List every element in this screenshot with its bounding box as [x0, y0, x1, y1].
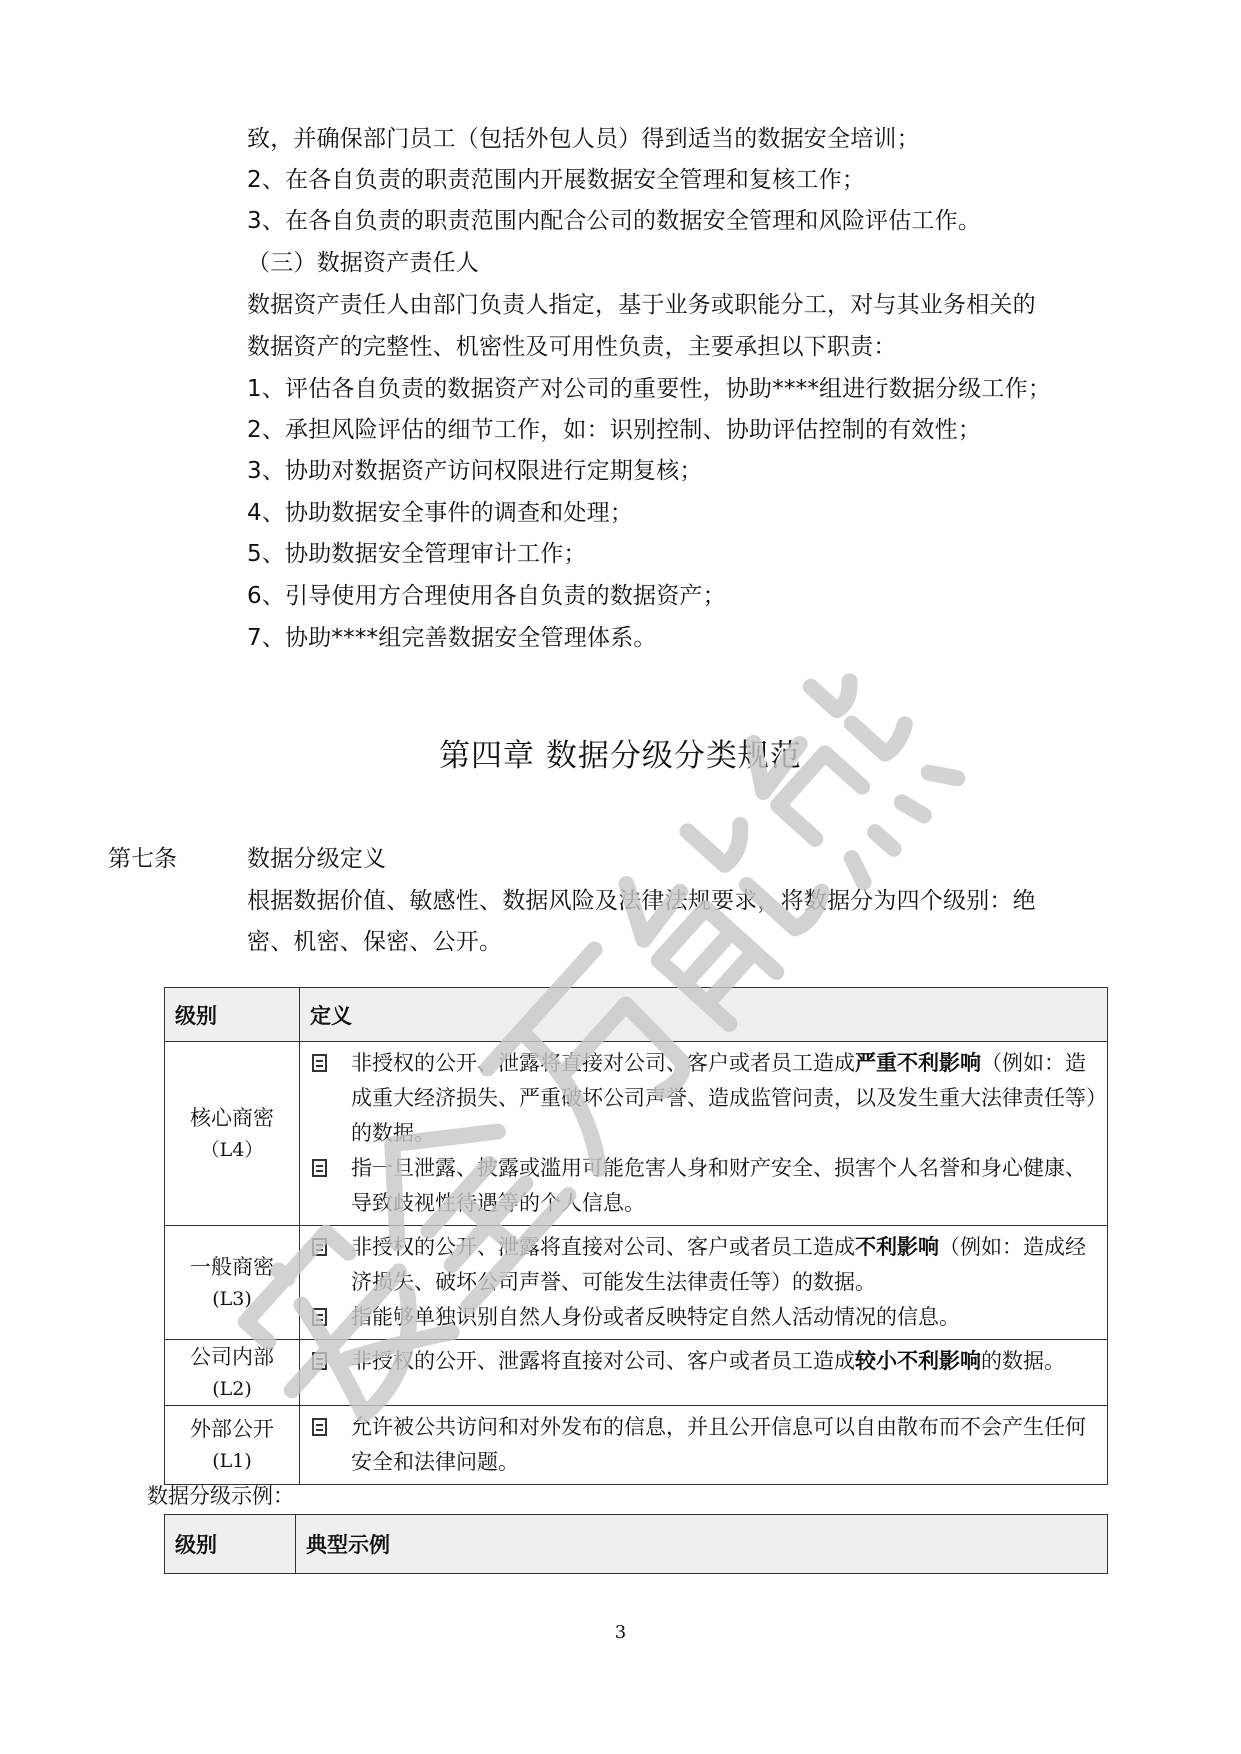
page-number: 3 [614, 1622, 627, 1643]
level-cell [165, 1226, 300, 1340]
paragraph-line: 数据资产的完整性、机密性及可用性负责，主要承担以下职责： [247, 334, 897, 360]
definition-cell [300, 1406, 1108, 1485]
table-row [165, 1226, 1108, 1340]
bullet-emphasis: 较小不利影响 [855, 1349, 981, 1373]
definition-bullet [308, 1300, 1097, 1335]
bullet-text [351, 1410, 1097, 1480]
header-label: 定义 [310, 1003, 352, 1028]
header-label: 级别 [175, 1533, 217, 1557]
paragraph-line: 2、在各自负责的职责范围内开展数据安全管理和复核工作； [247, 167, 866, 193]
table-row [165, 1406, 1108, 1485]
level-name: 一般商密 [190, 1254, 274, 1279]
level-code: (L3) [212, 1287, 252, 1310]
header-cell [296, 1515, 1108, 1574]
article-body-line: 密、机密、保密、公开。 [247, 929, 503, 955]
list-item: 6、引导使用方合理使用各自负责的数据资产； [247, 583, 726, 609]
bullet-icon [312, 1238, 327, 1256]
level-code: (L2) [212, 1377, 252, 1400]
level-name: 核心商密 [190, 1105, 274, 1130]
bullet-icon [312, 1352, 327, 1370]
bullet-emphasis: 严重不利影响 [855, 1051, 981, 1075]
article-body-line: 根据数据价值、敏感性、数据风险及法律法规要求，将数据分为四个级别：绝 [247, 888, 1036, 914]
definition-cell [300, 1340, 1108, 1406]
level-name: 公司内部 [190, 1344, 274, 1369]
definition-table [164, 987, 1108, 1485]
bullet-icon [312, 1308, 327, 1326]
bullet-text-part: （例如：造成重大经济损失、严重破坏公司声誉、造成监管问责，以及发生重大法律责任等）的数据。 [351, 1051, 1097, 1145]
list-item: 5、协助数据安全管理审计工作； [247, 541, 587, 567]
bullet-emphasis: 不利影响 [855, 1235, 939, 1259]
level-cell [165, 1406, 300, 1485]
chapter-title: 第四章 数据分级分类规范 [439, 738, 802, 774]
bullet-text-part: 的数据。 [981, 1349, 1065, 1373]
example-label: 数据分级示例： [147, 1484, 294, 1508]
bullet-icon [312, 1054, 327, 1072]
bullet-text-part: 指能够单独识别自然人身份或者反映特定自然人活动情况的信息。 [351, 1305, 960, 1329]
bullet-icon [312, 1418, 327, 1436]
level-code: （L4） [200, 1138, 264, 1161]
definition-bullet [308, 1410, 1097, 1480]
bullet-text [351, 1300, 1097, 1335]
header-label: 级别 [175, 1003, 217, 1028]
definition-bullet [308, 1046, 1097, 1151]
table-header-row [165, 1515, 1108, 1574]
paragraph-line: 致，并确保部门员工（包括外包人员）得到适当的数据安全培训； [247, 126, 920, 152]
example-table [164, 1514, 1108, 1574]
table-header-row [165, 988, 1108, 1042]
definition-cell [300, 1042, 1108, 1226]
table-row [165, 1340, 1108, 1406]
article-title: 数据分级定义 [247, 846, 387, 872]
definition-bullet [308, 1230, 1097, 1300]
list-item: 7、协助****组完善数据安全管理体系。 [247, 625, 657, 651]
bullet-text-part: 非授权的公开、泄露将直接对公司、客户或者员工造成 [351, 1051, 855, 1075]
list-item: 4、协助数据安全事件的调查和处理； [247, 500, 634, 526]
bullet-text-part: 允许被公共访问和对外发布的信息，并且公开信息可以自由散布而不会产生任何安全和法律问题。 [351, 1415, 1086, 1474]
header-cell [300, 988, 1108, 1042]
list-item: 3、协助对数据资产访问权限进行定期复核； [247, 458, 703, 484]
definition-bullet [308, 1344, 1097, 1379]
definition-bullet [308, 1151, 1097, 1221]
list-item: 1、评估各自负责的数据资产对公司的重要性，协助****组进行数据分级工作； [247, 376, 1052, 402]
bullet-text-part: 指一旦泄露、披露或滥用可能危害人身和财产安全、损害个人名誉和身心健康、导致歧视性待遇等的个人信息。 [351, 1156, 1086, 1215]
level-cell [165, 1340, 300, 1406]
definition-cell [300, 1226, 1108, 1340]
level-name: 外部公开 [190, 1417, 274, 1441]
bullet-text-part: （例如：造成经济损失、破坏公司声誉、可能发生法律责任等）的数据。 [351, 1235, 1086, 1294]
list-item: 2、承担风险评估的细节工作，如：识别控制、协助评估控制的有效性； [247, 417, 982, 443]
level-code: (L1) [212, 1450, 252, 1472]
paragraph-line: 3、在各自负责的职责范围内配合公司的数据安全管理和风险评估工作。 [247, 208, 982, 234]
header-cell [165, 988, 300, 1042]
bullet-text-part: 非授权的公开、泄露将直接对公司、客户或者员工造成 [351, 1349, 855, 1373]
bullet-text [351, 1046, 1097, 1151]
bullet-icon [312, 1159, 327, 1177]
bullet-text [351, 1230, 1097, 1300]
bullet-text [351, 1151, 1097, 1221]
paragraph-line: 数据资产责任人由部门负责人指定，基于业务或职能分工，对与其业务相关的 [247, 292, 1036, 318]
level-cell [165, 1042, 300, 1226]
header-cell [165, 1515, 296, 1574]
section-heading: （三）数据资产责任人 [247, 250, 479, 276]
article-label: 第七条 [108, 846, 177, 872]
table-row [165, 1042, 1108, 1226]
bullet-text [351, 1344, 1097, 1379]
bullet-text-part: 非授权的公开、泄露将直接对公司、客户或者员工造成 [351, 1235, 855, 1259]
header-label: 典型示例 [306, 1533, 390, 1557]
